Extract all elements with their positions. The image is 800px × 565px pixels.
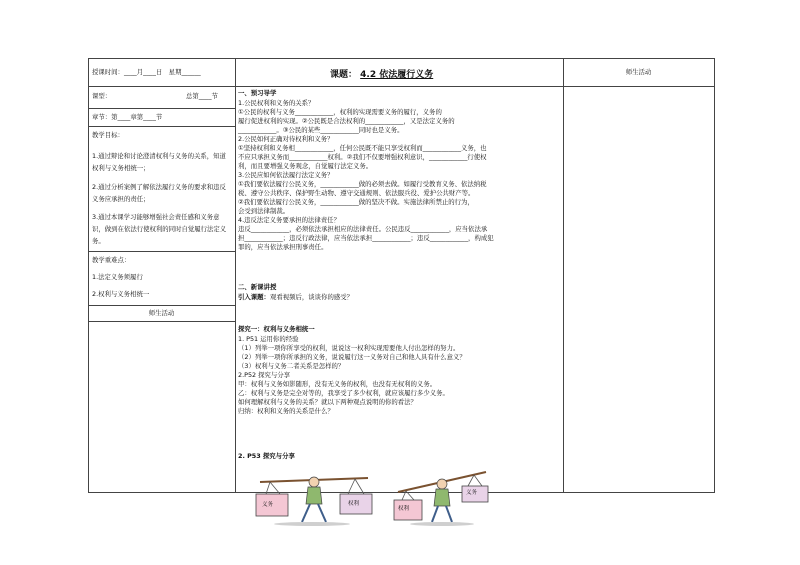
preview-line: ①公民的权利与义务____________，权利的实现需要义务的履行，义务的 xyxy=(238,108,442,116)
total-line: 总第____节 xyxy=(186,92,218,100)
header-row-divider xyxy=(88,86,715,87)
key-point-item: 2.权利与义务相统一 xyxy=(92,290,150,298)
preview-line: 3.公民应如何依法履行法定义务？ xyxy=(238,171,334,179)
goal-item: 2.通过分析案例了解依法履行义务的要求和违反义务应承担的责任； xyxy=(92,183,226,203)
left-row-divider xyxy=(88,126,235,127)
explore1-line: （2）列举一项你所承担的义务，说说履行这一义务对自己和他人具有什么意义？ xyxy=(238,353,466,361)
explore1-line: 2.P52 探究与分享 xyxy=(238,371,291,379)
preview-line: ②我们要依法履行公民义务，____________做的坚决不做。实施法律所禁止的行为， xyxy=(238,198,474,206)
left-row-divider xyxy=(88,321,235,322)
preview-line: 不应只承担义务而____________权利。②我们不仅要增强权利意识，____________行使权 xyxy=(238,153,487,161)
carrying-pole-figure-left xyxy=(240,470,385,526)
table-left-border xyxy=(88,58,89,493)
carrying-pole-figure-right xyxy=(388,470,498,526)
preview-content xyxy=(238,99,560,252)
section-preview-title: 一、预习导学 xyxy=(238,89,277,97)
explore1-line: 乙：权利与义务是完全对等的，我享受了多少权利，就应该履行多少义务。 xyxy=(238,389,449,397)
preview-line: 税、遵守公共秩序、保护野生动物、遵守交通规则、依法服兵役、爱护公共财产等。 xyxy=(238,189,475,197)
key-points-title: 教学重难点： xyxy=(92,256,131,264)
lesson-title-prefix: 课题： xyxy=(330,70,358,80)
preview-line: 担____________；违反行政法律，应当依法承担____________；违反____________，构成犯 xyxy=(238,234,494,242)
chapter-line: 章节：第____章第____节 xyxy=(92,113,163,121)
explore1-line: 1. P51 运用你的经验 xyxy=(238,335,299,343)
goal-item: 1.通过辩论和讨论澄清权利与义务的关系，知道权利与义务相统一； xyxy=(92,152,226,172)
preview-line: ____________。③公民的某些____________同时也是义务。 xyxy=(238,126,404,134)
lesson-title xyxy=(330,67,433,80)
section-lecture-title: 二、新课讲授 xyxy=(238,283,277,291)
preview-line: 会受到法律制裁。 xyxy=(238,207,290,215)
preview-line: ①我们要依法履行公民义务，____________做的必须去做。如履行受教育义务、依法纳税 xyxy=(238,180,487,188)
table-top-border xyxy=(88,58,715,59)
date-line: 授课时间：____月____日 星期______ xyxy=(92,68,201,76)
intro-label: 引入课题： xyxy=(238,293,270,301)
preview-line: 罪的，应当依法承担刑事责任。 xyxy=(238,243,328,251)
preview-line: ①坚持权利和义务相____________，任何公民既不能只享受权利而____________义务，也 xyxy=(238,144,487,152)
goals-title: 教学目标： xyxy=(92,131,124,139)
explore1-line: 甲：权利与义务如影随形，没有无义务的权利，也没有无权利的义务。 xyxy=(238,380,437,388)
figure-right-box-label-2: 义务 xyxy=(466,490,478,496)
left-row-divider xyxy=(88,251,235,252)
preview-line: 2.公民如何正确对待权利和义务？ xyxy=(238,135,334,143)
column-divider-2 xyxy=(563,58,564,493)
explore1-line: 如何理解权利与义务的关系？就以下两种观点说明的你的看法？ xyxy=(238,398,417,406)
type-line: 课型： xyxy=(92,92,112,100)
preview-line: 4.违反法定义务要承担的法律责任？ xyxy=(238,216,340,224)
goal-item: 3.通过本课学习能够增强社会责任感和义务意识，做到在依法行使权利的同时自觉履行法定义务。 xyxy=(92,213,227,245)
table-right-border xyxy=(714,58,715,493)
intro-text: 观看视频后，谈谈你的感受？ xyxy=(269,293,354,301)
left-row-divider xyxy=(88,108,235,109)
right-activity-label: 师生活动 xyxy=(625,68,652,76)
figure-left-box-label-1: 义务 xyxy=(262,502,274,508)
key-point-item: 1.法定义务须履行 xyxy=(92,273,143,281)
explore1-title: 探究一：权利与义务相统一 xyxy=(238,325,315,333)
preview-line: 利，而且要增强义务观念，自觉履行法定义务。 xyxy=(238,162,373,170)
intro-line xyxy=(238,293,353,302)
figure-right-box-label-1: 权利 xyxy=(398,506,410,512)
explore1-line: （1）列举一项你所享受的权利，说说这一权利实现需要他人付出怎样的努力。 xyxy=(238,344,460,352)
lesson-title-main: 4.2 依法履行义务 xyxy=(360,70,434,80)
preview-line: 违反____________，必须依法承担相应的法律责任。公民违反____________，应当依法承 xyxy=(238,225,488,233)
explore2-title: 2. P53 探究与分享 xyxy=(238,452,295,460)
explore1-line: 归纳：权利和义务的关系是什么？ xyxy=(238,407,334,415)
explore1-line: （3）权利与义务二者关系是怎样的？ xyxy=(238,362,345,370)
column-divider-1 xyxy=(235,58,236,493)
explore1-content xyxy=(238,335,560,416)
preview-line: 1.公民权利和义务的关系？ xyxy=(238,99,315,107)
left-row-divider xyxy=(88,305,235,306)
left-activity-label: 师生活动 xyxy=(148,309,175,317)
figure-left-box-label-2: 权利 xyxy=(348,501,360,507)
preview-line: 履行促进权利的实现。②公民既是合法权利的____________，又是法定义务的 xyxy=(238,117,455,125)
